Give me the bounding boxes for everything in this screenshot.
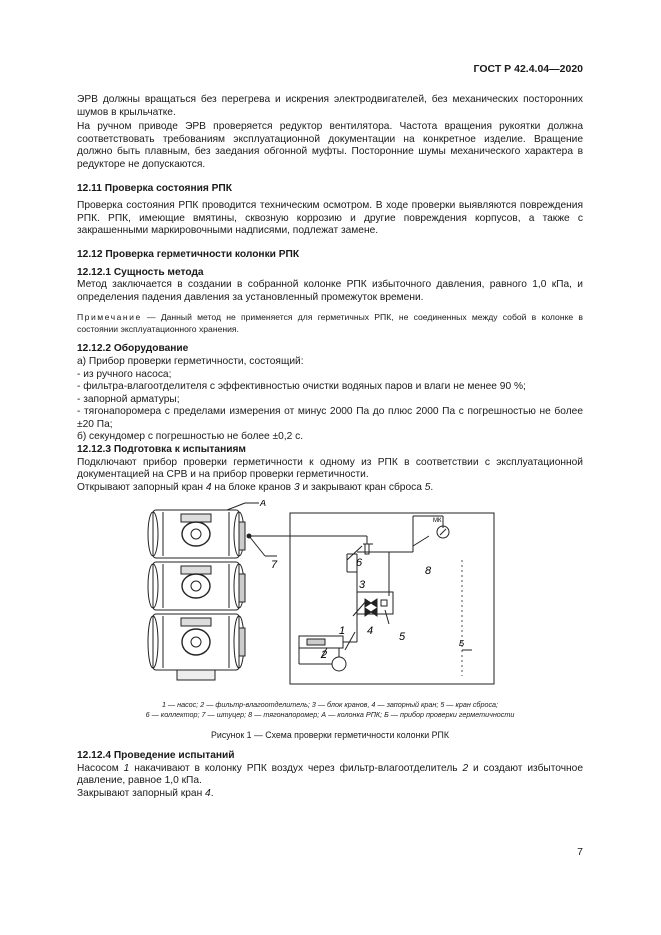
section-12-12-2-title: 12.12.2 Оборудование [77,343,189,355]
text-part: и создают избыточное давление, равное 1,0 кПа. [77,762,583,787]
text-part: . [430,481,434,493]
note-label: Примечание [77,312,142,323]
label-1: 1 [339,625,346,638]
pump [332,657,346,671]
equipment-item: - из ручного насоса; [77,368,172,380]
standard-number: ГОСТ Р 42.4.04—2020 [473,63,583,75]
section-12-12-1-text: Метод заключается в создании в собранной колонке РПК избыточного давления, равного 1,0 кПа, и определения падения давления за установленный промежуток времени. [77,279,583,303]
figure-legend-line-2: 6 — коллектор; 7 — штуцер; 8 — тягонапоромер; А — колонка РПК; Б — прибор проверки герметичности [145,710,515,720]
page-number: 7 [577,846,583,858]
ref-number: 4 [205,481,212,493]
figure-caption: Рисунок 1 — Схема проверки герметичности колонки РПК [211,730,449,741]
text-part: на блоке кранов [211,481,294,493]
ref-number: 2 [462,762,469,774]
equipment-item: б) секундомер с погрешностью не более ±0,2 с. [77,431,304,443]
label-3: 3 [359,579,366,592]
ref-number: 4 [205,787,211,799]
label-2: 2 [321,649,328,662]
section-12-11-text: Проверка состояния РПК проводится техническим осмотром. В ходе проверки выявляются повреждения РПК. РПК, имеющие вмятины, сквозную коррозию и другие повреждения корпусов, а также с закрашенными маркировочными надписями, подлежат замене. [77,200,583,237]
equipment-item: - запорной арматуры; [77,393,180,405]
section-12-12-4-text [77,763,583,788]
label-mk: МК [433,518,442,525]
label-b: Б [459,639,465,649]
ref-number: 5 [424,481,431,493]
section-12-12-4-text2 [77,788,583,801]
note [77,312,583,335]
label-8: 8 [425,565,432,578]
figure-1-diagram [77,500,583,696]
label-7: 7 [271,559,278,572]
label-6: 6 [356,557,363,570]
paragraph-manual-drive [77,121,583,171]
section-12-12-3-text2 [77,482,583,495]
note-text: — Данный метод не применяется для герметичных РПК, не соединенных между собой в колонке в состоянии эксплуатационного хранения. [77,312,583,334]
rpk-column [148,503,259,680]
equipment-item: - фильтра-влагоотделителя с эффективностью очистки водяных паров и влаги не менее 90 %; [77,381,526,393]
leak-test-schematic [77,500,583,696]
equipment-item: - тягонапоромера с пределами измерения от минус 2000 Па до плюс 2000 Па с погрешностью не более ±20 Па; [77,406,583,430]
paragraph-erv-rotation [77,94,583,119]
section-12-12-title: 12.12 Проверка герметичности колонки РПК [77,248,300,260]
section-12-11-title: 12.11 Проверка состояния РПК [77,182,232,194]
text-part: Открывают запорный кран [77,481,206,493]
text-part: Закрывают запорный кран [77,787,206,799]
ref-number: 3 [293,481,300,493]
text-part: Насосом [77,762,124,774]
paragraph-text: ЭРВ должны вращаться без перегрева и искрения электродвигателей, без механических посторонних шумов в крыльчатке. [77,94,583,118]
equipment-item: а) Прибор проверки герметичности, состоящий: [77,355,304,367]
page-body [77,94,583,800]
text-part: . [210,787,214,799]
section-12-12-3-title: 12.12.3 Подготовка к испытаниям [77,444,246,456]
ref-number: 1 [123,762,130,774]
section-12-12-4-title: 12.12.4 Проведение испытаний [77,750,235,762]
paragraph-text: На ручном приводе ЭРВ проверяется редуктор вентилятора. Частота вращения рукоятки должна соответствовать требованиям эксплуатационной документации на конкретное изделие. Вращение должно быть плавным, без заедания обгонной муфты. Посторонние шумы механического характера в редукторе не допускаются. [77,121,583,170]
section-12-12-1-title: 12.12.1 Сущность метода [77,266,204,278]
label-a: А [260,500,267,509]
label-4: 4 [367,625,374,638]
text-part: и закрывают кран сброса [299,481,425,493]
section-12-12-3-text: Подключают прибор проверки герметичности к одному из РПК в соответствии с эксплуатационной документацией на СРВ и на прибор проверки герметичности. [77,456,583,481]
text-part: накачивают в колонку РПК воздух через фильтр-влагоотделитель [129,762,463,774]
figure-legend-line-1: 1 — насос; 2 — фильтр-влагоотделитель; 3 — блок кранов, 4 — запорный кран; 5 — кран сброса; [161,700,499,710]
label-5: 5 [399,631,406,644]
